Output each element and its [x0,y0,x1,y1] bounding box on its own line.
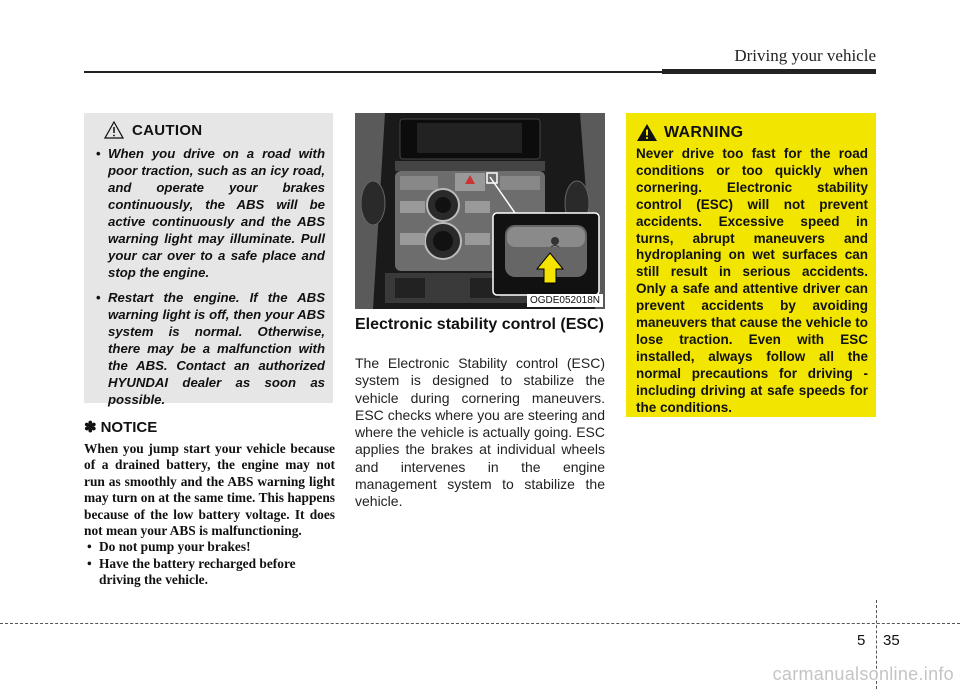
notice-title [84,418,157,436]
warning-header [636,123,868,142]
esc-heading: Electronic stability control (ESC) [355,316,604,333]
dashboard-illustration [355,113,605,309]
notice-star-icon: ✽ [84,419,97,436]
caution-item: • When you drive on a road with poor traction, such as an icy road, and operate your brakes continuously, the ABS will be active continuously and the ABS warning light may illuminate. Pull your car over to a safe place and stop the engine. [96,145,325,281]
caution-triangle-icon [104,121,124,139]
caution-list [96,145,325,408]
watermark: carmanualsonline.info [772,664,954,684]
figure-code: OGDE052018N [527,294,603,307]
warning-triangle-icon [636,123,658,142]
caution-item: • Restart the engine. If the ABS warning light is off, then your ABS system is normal. Otherwise, there may be a malfunction with the ABS. Contact an authorized HYUNDAI dealer as soon as possible. [96,289,325,408]
footer-rule [0,623,960,624]
notice-bullets [84,539,335,588]
caution-header [104,121,325,139]
section-title: Driving your vehicle [734,46,876,65]
warning-body: Never drive too fast for the road conditions or too quickly when cornering. Electronic stability control (ESC) will not prevent accidents. Excessive speed in turns, abrupt maneuvers and hydroplaning on wet surfaces can still result in serious accidents. Only a safe and attentive driver can prevent accidents by avoiding maneuvers that cause the vehicle to lose traction. Even with ESC installed, always follow all the normal precautions for driving - including driving at safe speeds for the conditions. [636,146,868,415]
esc-button-photo [355,113,605,309]
chapter-number: 5 [857,632,866,649]
notice-body [84,441,335,589]
notice-paragraph: When you jump start your vehicle because of a drained battery, the engine may not run as smoothly and the ABS warning light may turn on at the same time. This happens because of the low battery voltage. It does not mean your ABS is malfunctioning. [84,441,335,539]
warning-box [626,113,876,417]
notice-title-text: NOTICE [100,418,158,436]
page-number: 35 [883,632,900,649]
notice-bullet: • Have the battery recharged before driving the vehicle. [84,556,335,589]
esc-body: The Electronic Stability control (ESC) system is designed to stabilize the vehicle during cornering maneuvers. ESC checks where you are steering and where the vehicle is actually going. ESC applies the brakes at individual wheels and intervenes in the engine management system to stabilize the vehicle. [355,355,605,510]
header-rule-thick [662,69,876,74]
header-rule [84,71,662,73]
caution-box [84,113,333,407]
notice-bullet: • Do not pump your brakes! [84,539,335,555]
caution-title: CAUTION [132,121,203,139]
warning-title: WARNING [664,123,744,141]
